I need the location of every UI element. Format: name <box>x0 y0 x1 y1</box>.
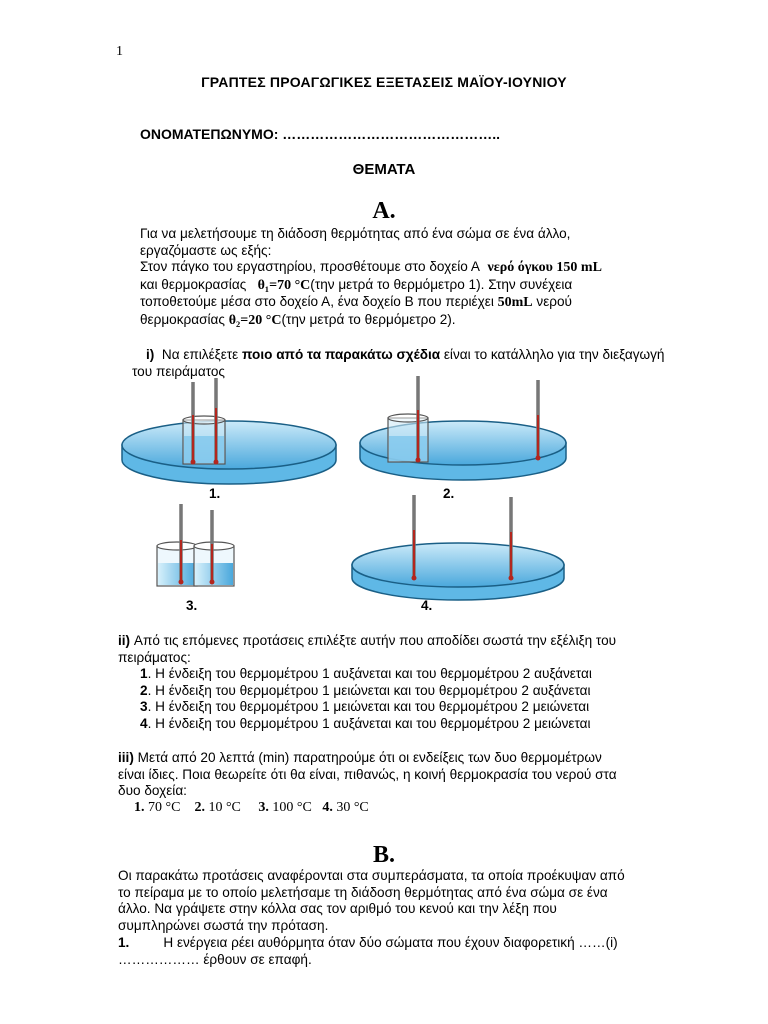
intro-line: τοποθετούμε μέσα στο δοχείο Α, ένα δοχείο Β που περιέχει 50mL νερού <box>140 294 572 310</box>
question-ii-cont: πειράματος: <box>118 650 191 665</box>
option-item: 1. Η ένδειξη του θερμομέτρου 1 αυξάνεται και του θερμομέτρου 2 αυξάνεται <box>140 666 592 681</box>
dish-top <box>122 421 336 469</box>
question-iii-options: 1. 70 °C 2. 10 °C 3. 100 °C 4. 30 °C <box>134 800 369 815</box>
intro-line: εργαζόμαστε ως εξής: <box>140 242 272 258</box>
figure-1-setup <box>122 378 336 484</box>
question-ii: ii) Από τις επόμενες προτάσεις επιλέξτε αυτήν που αποδίδει σωστά την εξέλιξη του <box>118 633 617 648</box>
option-item: 2. Η ένδειξη του θερμομέτρου 1 μειώνεται και του θερμομέτρου 2 αυξάνεται <box>140 682 591 698</box>
figure-label-1: 1. <box>209 486 221 501</box>
question-i: i) Να επιλέξετε ποιο από τα παρακάτω σχέδια είναι το κατάλληλο για την διεξαγωγή <box>146 347 665 362</box>
section-b-heading: Β. <box>372 842 395 868</box>
figure-label-3: 3. <box>186 598 198 613</box>
option-item: 3. Η ένδειξη του θερμομέτρου 1 μειώνεται και του θερμομέτρου 2 μειώνεται <box>140 699 590 714</box>
figure-4-setup <box>352 495 564 600</box>
figure-2-setup <box>360 376 566 480</box>
question-ii-options <box>140 666 592 732</box>
section-a-heading: Α. <box>372 198 396 224</box>
figure-3-setup <box>157 504 234 586</box>
option-item: 4. Η ένδειξη του θερμομέτρου 1 αυξάνεται και του θερμομέτρου 2 μειώνεται <box>140 715 591 731</box>
section-b-item-1-cont: ……………… έρθουν σε επαφή. <box>118 952 312 967</box>
figure-label-4: 4. <box>421 598 433 613</box>
exam-title: ΓΡΑΠΤΕΣ ΠΡΟΑΓΩΓΙΚΕΣ ΕΞΕΤΑΣΕΙΣ ΜΑΪΟΥ-ΙΟΥΝΙΟΥ <box>201 74 567 90</box>
question-iii: iii) Μετά από 20 λεπτά (min) παρατηρούμε ότι οι ενδείξεις των δυο θερμομέτρων είναι ίδιες. Ποια θεωρείτε ότι θα είναι, πιθανώς, η κοινή θερμοκρασία του νερού στα δυο δοχεία: <box>118 750 617 798</box>
dish-top <box>352 543 564 587</box>
page-number: 1 <box>116 44 123 59</box>
figure-label-2: 2. <box>443 486 455 501</box>
section-b-text: Οι παρακάτω προτάσεις αναφέρονται στα συμπεράσματα, τα οποία προέκυψαν από το πείραμα με το οποίο μελετήσαμε τη διάδοση θερμότητας από ένα σώμα σε ένα άλλο. Να γράψετε στην κόλλα σας τον αριθμό του κενού και την λέξη που συμπληρώνει σωστά την πρόταση. <box>118 868 625 933</box>
section-b-item-1: 1. Η ενέργεια ρέει αυθόρμητα όταν δύο σώματα που έχουν διαφορετική ……(i) <box>118 935 618 950</box>
intro-line: θερμοκρασίας θ₂=20 °C(την μετρά το θερμόμετρο 2). <box>140 311 456 328</box>
student-name-field: ΟΝΟΜΑΤΕΠΩΝΥΜΟ: ……………………………………….. <box>140 126 501 142</box>
intro-line: Στον πάγκο του εργαστηρίου, προσθέτουμε στο δοχείο Α νερό όγκου 150 mL <box>140 259 602 275</box>
intro-line: και θερμοκρασίας θ₁=70 °C(την μετρά το θερμόμετρο 1). Στην συνέχεια <box>140 276 573 293</box>
question-i-cont: του πειράματος <box>132 364 225 379</box>
topics-heading: ΘΕΜΑΤΑ <box>352 161 416 178</box>
intro-line: Για να μελετήσουμε τη διάδοση θερμότητας από ένα σώμα σε ένα άλλο, <box>140 226 571 241</box>
